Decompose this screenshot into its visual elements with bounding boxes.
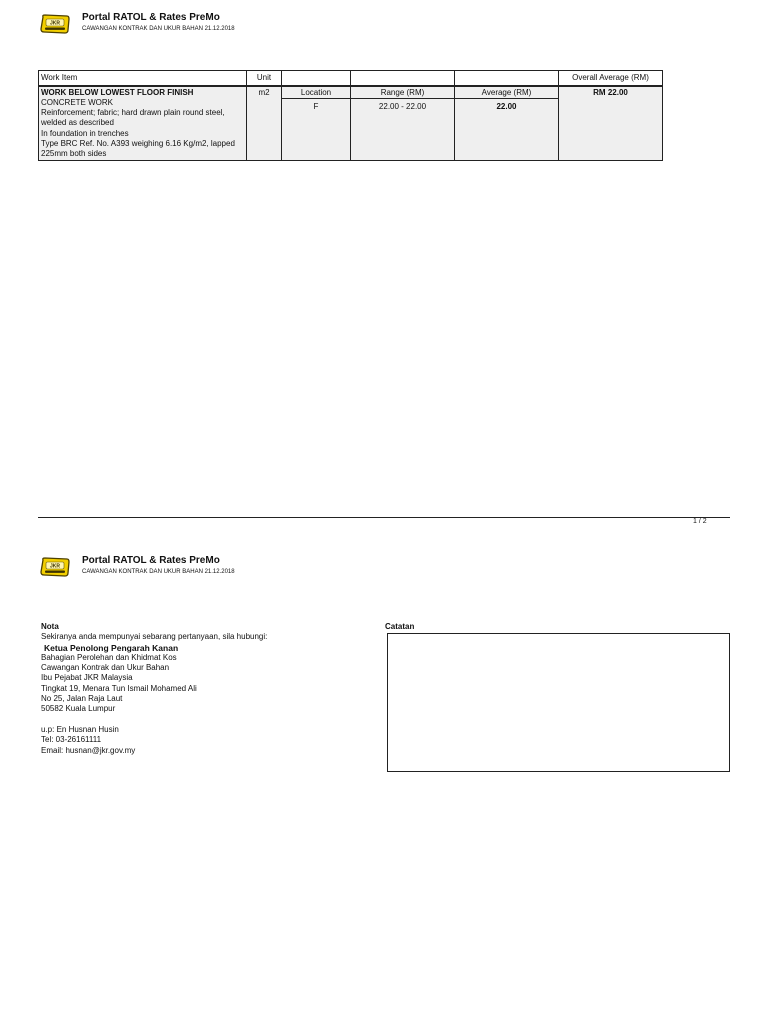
logo-text: JKR bbox=[49, 563, 61, 570]
page-header bbox=[40, 14, 300, 38]
unit-header: Unit bbox=[247, 71, 282, 86]
address-line: 50582 Kuala Lumpur bbox=[41, 704, 116, 714]
portal-subtitle: CAWANGAN KONTRAK DAN UKUR BAHAN 21.12.2018 bbox=[82, 568, 235, 575]
address-line: Bahagian Perolehan dan Khidmat Kos bbox=[41, 652, 177, 662]
work-item-cell bbox=[39, 86, 247, 161]
portal-title: Portal RATOL & Rates PreMo bbox=[82, 12, 220, 23]
range-subheader: Range (RM) bbox=[351, 86, 455, 99]
rates-table bbox=[38, 70, 663, 161]
work-item-description-line: CONCRETE WORK bbox=[41, 97, 113, 107]
page-number: 1 / 2 bbox=[693, 518, 707, 525]
email-line: Email: husnan@jkr.gov.my bbox=[41, 745, 136, 755]
range-value: 22.00 - 22.00 bbox=[351, 99, 455, 161]
portal-subtitle: CAWANGAN KONTRAK DAN UKUR BAHAN 21.12.2018 bbox=[82, 25, 235, 32]
nota-intro: Sekiranya anda mempunyai sebarang pertanyaan, sila hubungi: bbox=[41, 632, 268, 642]
contact-title: Ketua Penolong Pengarah Kanan bbox=[44, 642, 179, 653]
blank-header-cell bbox=[282, 71, 351, 86]
location-subheader: Location bbox=[282, 86, 351, 99]
blank-header-cell bbox=[455, 71, 559, 86]
address-line: Cawangan Kontrak dan Ukur Bahan bbox=[41, 663, 170, 673]
work-item-title: WORK BELOW LOWEST FLOOR FINISH bbox=[41, 87, 194, 97]
attention-line: u.p: En Husnan Husin bbox=[41, 724, 119, 734]
page-divider bbox=[38, 517, 730, 518]
nota-label: Nota bbox=[41, 622, 59, 631]
address-line: No 25, Jalan Raja Laut bbox=[41, 694, 123, 704]
location-value: F bbox=[282, 99, 351, 161]
overall-average-header: Overall Average (RM) bbox=[559, 71, 663, 86]
blank-header-cell bbox=[351, 71, 455, 86]
page-header bbox=[40, 557, 300, 581]
portal-title: Portal RATOL & Rates PreMo bbox=[82, 555, 220, 566]
work-item-description-line: In foundation in trenches bbox=[41, 128, 129, 138]
jkr-logo-icon bbox=[40, 14, 70, 34]
logo-text: JKR bbox=[49, 20, 61, 27]
work-item-description-line: Type BRC Ref. No. A393 weighing 6.16 Kg/m2, lapped 225mm both sides bbox=[41, 138, 235, 159]
unit-cell: m2 bbox=[247, 86, 282, 161]
overall-average-value: RM 22.00 bbox=[559, 86, 663, 161]
catatan-box bbox=[387, 633, 730, 772]
catatan-label: Catatan bbox=[385, 622, 415, 631]
address-line: Tingkat 19, Menara Tun Ismail Mohamed Ali bbox=[41, 683, 197, 693]
work-item-description-line: Reinforcement; fabric; hard drawn plain round steel, welded as described bbox=[41, 108, 225, 128]
tel-line: Tel: 03-26161111 bbox=[41, 735, 102, 745]
nota-section bbox=[41, 622, 361, 756]
average-value: 22.00 bbox=[455, 99, 559, 161]
table-row bbox=[39, 86, 663, 99]
jkr-logo-icon bbox=[40, 557, 70, 577]
spacer bbox=[41, 715, 361, 725]
address-line: Ibu Pejabat JKR Malaysia bbox=[41, 673, 133, 683]
average-subheader: Average (RM) bbox=[455, 86, 559, 99]
table-header-row bbox=[39, 71, 663, 86]
work-item-header: Work Item bbox=[39, 71, 247, 86]
